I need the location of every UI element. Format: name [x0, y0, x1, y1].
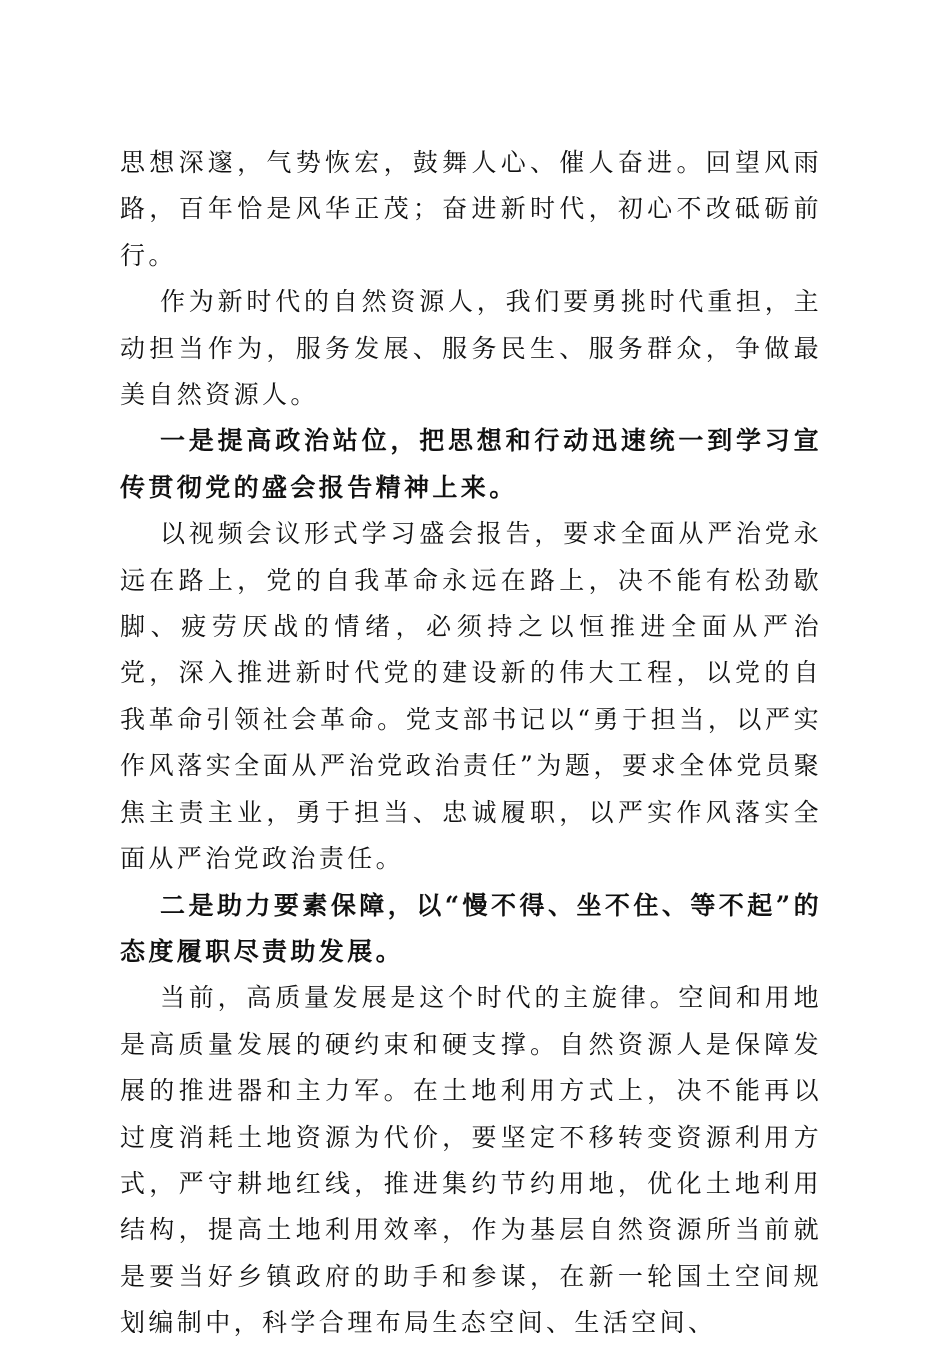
paragraph-point-two: 当前，高质量发展是这个时代的主旋律。空间和用地是高质量发展的硬约束和硬支撑。自然资源人是保障发展的推进器和主力军。在土地利用方式上，决不能再以过度消耗土地资源为代价，要坚定不移转变资源利用方式，严守耕地红线，推进集约节约用地，优化土地利用结构，提高土地利用效率，作为基层自然资源所当前就是要当好乡镇政府的助手和参谋，在新一轮国土空间规划编制中，科学合理布局生态空间、生活空间、 — [120, 983, 822, 1338]
paragraph-point-one: 以视频会议形式学习盛会报告，要求全面从严治党永远在路上，党的自我革命永远在路上，决不能有松劲歇脚、疲劳厌战的情绪，必须持之以恒推进全面从严治党，深入推进新时代党的建设新的伟大工程，以党的自我革命引领社会革命。党支部书记以“勇于担当，以严实作风落实全面从严治党政治责任”为题，要求全体党员聚焦主责主业，勇于担当、忠诚履职，以严实作风落实全面从严治党政治责任。 — [120, 519, 822, 874]
paragraph-continuation: 思想深邃，气势恢宏，鼓舞人心、催人奋进。回望风雨路，百年恰是风华正茂；奋进新时代，初心不改砥砺前行。 — [120, 148, 822, 270]
heading-point-two: 二是助力要素保障，以“慢不得、坐不住、等不起”的态度履职尽责助发展。 — [120, 890, 822, 966]
heading-point-one: 一是提高政治站位，把思想和行动迅速统一到学习宣传贯彻党的盛会报告精神上来。 — [120, 426, 822, 502]
document-body — [120, 140, 822, 1347]
paragraph-intro: 作为新时代的自然资源人，我们要勇挑时代重担，主动担当作为，服务发展、服务民生、服务群众，争做最美自然资源人。 — [120, 287, 822, 410]
